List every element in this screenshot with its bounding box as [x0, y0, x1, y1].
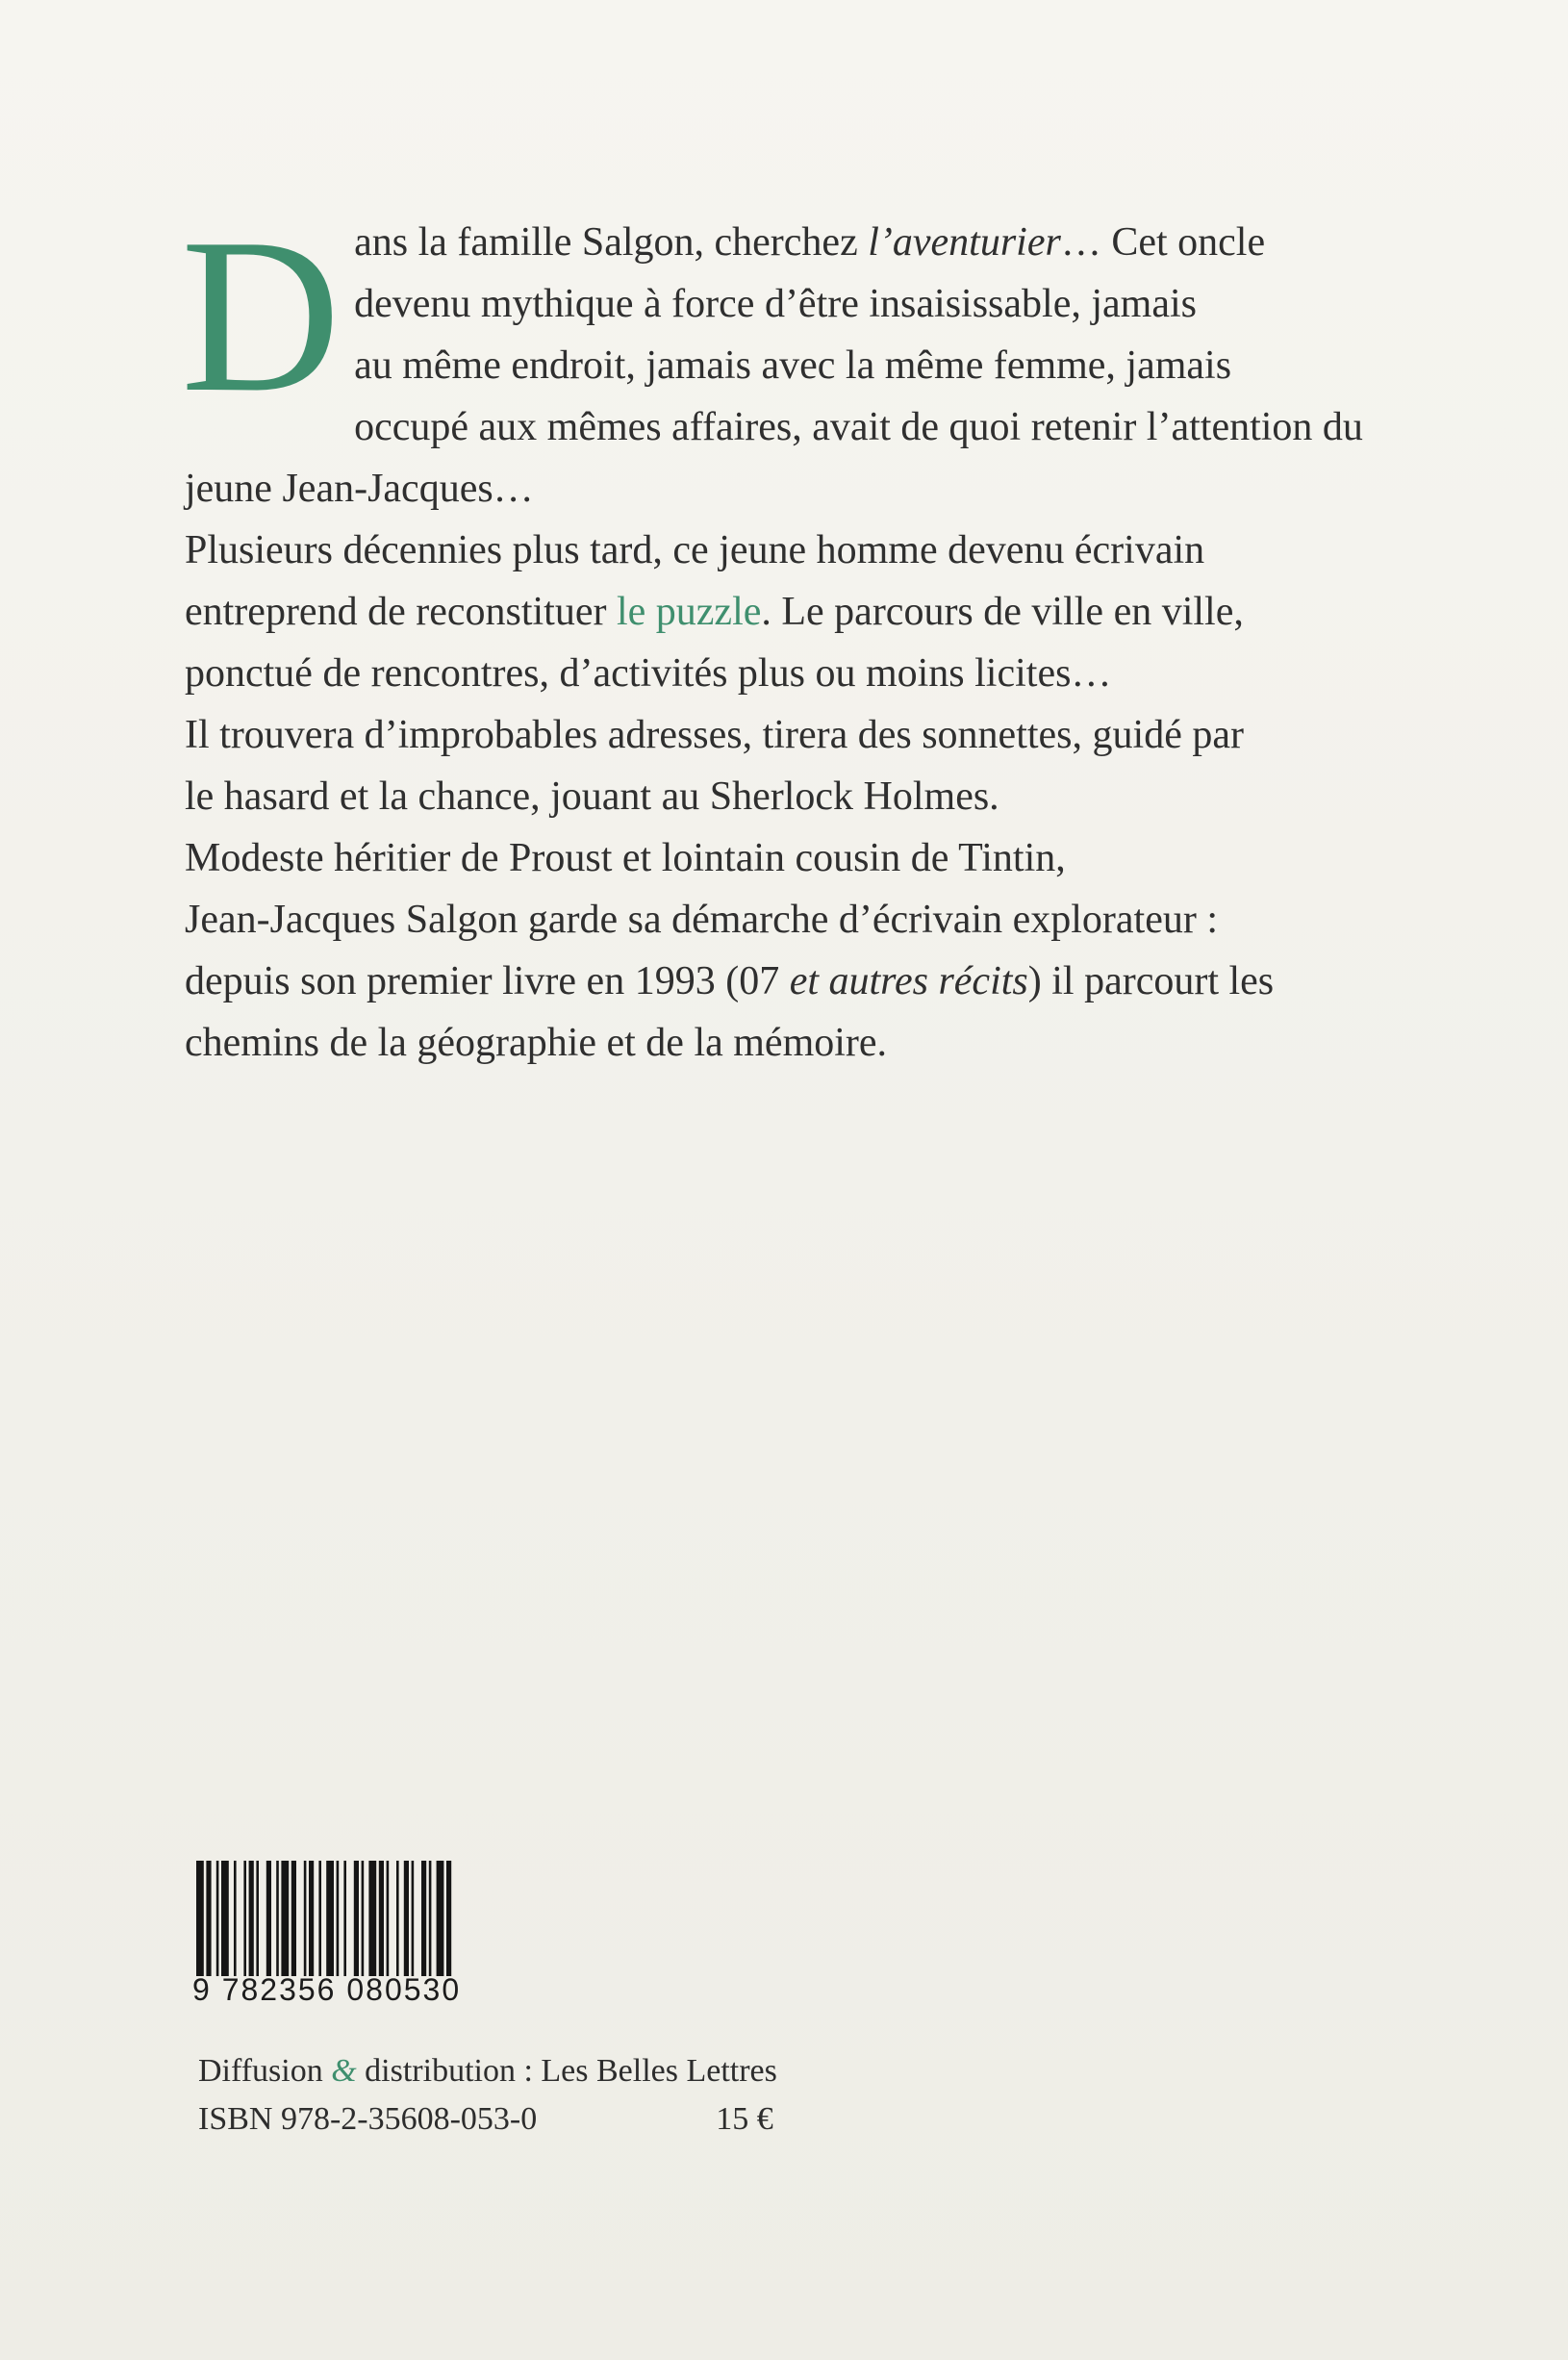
blurb-line-6: Plusieurs décennies plus tard, ce jeune homme devenu écrivain [185, 528, 1205, 572]
blurb-line-7-text: entreprend de reconstituer [185, 590, 617, 634]
barcode-bar [437, 1861, 444, 1976]
blurb-line-7 [185, 581, 1464, 643]
barcode-bar [281, 1861, 289, 1976]
italic-aventurier: l’aventurier [868, 220, 1061, 265]
blurb-line-8: ponctué de rencontres, d’activités plus ou moins licites… [185, 651, 1112, 696]
ampersand: & [331, 2053, 357, 2089]
blurb-line-1-text: ans la famille Salgon, cherchez [354, 220, 869, 265]
blurb-line-13-suffix: ) il parcourt les [1027, 959, 1275, 1003]
barcode-bar [368, 1861, 376, 1976]
barcode-bar [256, 1861, 259, 1976]
blurb-line-10: le hasard et la chance, jouant au Sherlock Holmes. [185, 774, 999, 819]
blurb-line-11: Modeste héritier de Proust et lointain cousin de Tintin, [185, 836, 1066, 880]
barcode-bar [387, 1861, 390, 1976]
barcode-bar [318, 1861, 321, 1976]
barcode-bar [337, 1861, 340, 1976]
blurb-line-7-suffix: . Le parcours de ville en ville, [761, 590, 1244, 634]
barcode-bar [309, 1861, 314, 1976]
barcode-bar [396, 1861, 399, 1976]
barcode-bar [206, 1861, 211, 1976]
publisher-footer [198, 2047, 777, 2144]
distribution-suffix: distribution : Les Belles Lettres [356, 2053, 777, 2089]
distribution-line [198, 2047, 777, 2095]
drop-cap-letter: D [181, 192, 341, 438]
barcode-bar [404, 1861, 409, 1976]
barcode-bar [362, 1861, 365, 1976]
barcode-bar [429, 1861, 432, 1976]
barcode-bar [421, 1861, 426, 1976]
blurb-line-1 [185, 212, 1464, 273]
isbn-text: ISBN 978-2-35608-053-0 [198, 2101, 538, 2137]
blurb-line-1-suffix: … Cet oncle [1060, 220, 1266, 265]
italic-autres-recits: et autres récits [789, 959, 1028, 1003]
blurb-line-3: au même endroit, jamais avec la même femme, jamais [354, 343, 1232, 388]
blurb-line-13 [185, 951, 1464, 1012]
barcode-bar [243, 1861, 246, 1976]
highlight-le-puzzle: le puzzle [616, 590, 762, 634]
barcode-bar [379, 1861, 384, 1976]
barcode-bar [354, 1861, 359, 1976]
blurb-line-13-text: depuis son premier livre en 1993 (07 [185, 959, 790, 1003]
blurb-line-9: Il trouvera d’improbables adresses, tirera des sonnettes, guidé par [185, 713, 1244, 757]
price-text: 15 € [716, 2101, 773, 2137]
barcode-bar [343, 1861, 346, 1976]
barcode-bar [196, 1861, 204, 1976]
barcode-bar [249, 1861, 254, 1976]
barcode-bar [326, 1861, 334, 1976]
distribution-prefix: Diffusion [198, 2053, 332, 2089]
blurb-text [181, 192, 1464, 1074]
barcode-bar [266, 1861, 271, 1976]
isbn-price-line [198, 2095, 777, 2144]
barcode-bar [304, 1861, 307, 1976]
blurb-line-2: devenu mythique à force d’être insaisissable, jamais [354, 282, 1197, 326]
barcode-bars [192, 1861, 496, 1976]
barcode-bar [412, 1861, 415, 1976]
barcode-bar [221, 1861, 229, 1976]
blurb-line-12: Jean-Jacques Salgon garde sa démarche d’écrivain explorateur : [185, 898, 1219, 942]
blurb-line-4: occupé aux mêmes affaires, avait de quoi retenir l’attention du [354, 405, 1363, 449]
barcode-bar [276, 1861, 279, 1976]
barcode-bar [216, 1861, 219, 1976]
barcode-bar [291, 1861, 296, 1976]
blurb-line-5: jeune Jean-Jacques… [185, 467, 534, 511]
barcode-number: 9 782356 080530 [192, 1972, 462, 2007]
isbn-barcode [192, 1861, 496, 2005]
barcode-bar [446, 1861, 451, 1976]
barcode-bar [234, 1861, 237, 1976]
blurb-line-14: chemins de la géographie et de la mémoire. [185, 1021, 888, 1065]
